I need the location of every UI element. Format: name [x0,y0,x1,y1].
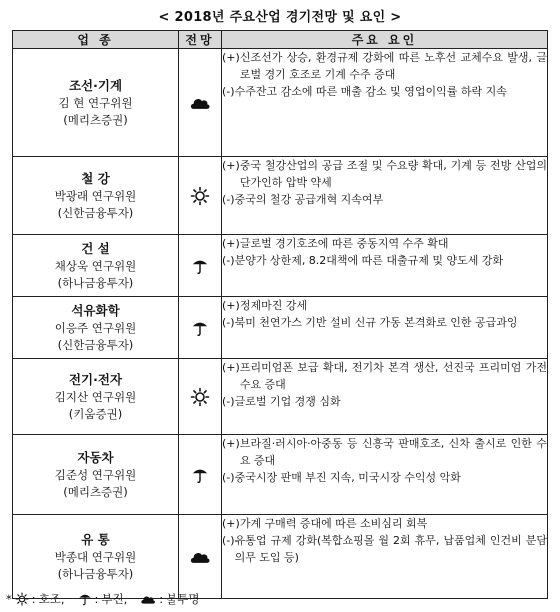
legend-sluggish-label: 부진, [101,592,128,606]
positive-factor [222,157,547,191]
positive-factor [222,359,547,393]
factor-sign: (-) [222,395,235,408]
outlook-cell [179,515,222,599]
cloud-icon [140,593,156,605]
industry-name: 유 통 [81,531,110,547]
legend-sep-2: : [94,592,99,606]
factors-cell [222,435,548,515]
industry-cell [13,49,179,157]
factor-text: 글로벌 기업 경쟁 심화 [234,395,341,408]
factors-cell [222,157,548,235]
table-row [13,235,548,297]
positive-factor [222,235,547,252]
negative-factor [222,532,547,566]
factor-sign: (+) [222,51,240,64]
factor-text: 중국의 철강 공급개혁 지속여부 [234,193,384,206]
legend-uncertain-label: 불투명 [166,592,200,606]
factor-text: 가계 구매력 증대에 따른 소비심리 회복 [239,517,428,530]
negative-factor [222,83,547,100]
factor-sign: (-) [222,193,235,206]
factor-sign: (-) [222,316,235,329]
sun-icon [179,186,221,206]
factors-cell [222,49,548,157]
umbrella-icon [179,466,221,484]
table-title: < 2018년 주요산업 경기전망 및 요인 > [158,10,402,25]
factor-sign: (+) [222,237,240,250]
factors-cell [222,297,548,359]
analyst-firm: (키움증권) [68,406,123,421]
factor-text: 북미 천연가스 기반 설비 신규 가동 본격화로 인한 공급과잉 [234,316,518,329]
factor-sign: (-) [222,471,235,484]
analyst-firm: (메리츠증권) [63,112,128,127]
legend-asterisk: * [6,592,12,606]
factor-text: 정제마진 강세 [239,299,308,312]
factor-text: 글로벌 경기호조에 따른 중동지역 수주 확대 [239,237,449,250]
negative-factor [222,393,547,410]
factor-text: 중국시장 판매 부진 지속, 미국시장 수익성 악화 [234,471,461,484]
factors-cell [222,235,548,297]
industry-cell [13,515,179,599]
positive-factor [222,435,547,469]
analyst-name: 김 현 연구위원 [58,95,133,110]
negative-factor [222,252,547,269]
industry-cell [13,157,179,235]
industry-cell [13,435,179,515]
analyst-firm: (신한금융투자) [57,337,134,352]
analyst-name: 김지산 연구위원 [54,389,137,404]
positive-factor [222,49,547,83]
header-row [13,31,548,49]
negative-factor [222,314,547,331]
legend-sep-3: : [159,592,164,606]
analyst-name: 채상욱 연구위원 [54,258,137,273]
factor-sign: (+) [222,159,240,172]
factor-text: 프리미엄폰 보급 확대, 전기차 본격 생산, 선진국 프리미엄 가전 수요 증대 [239,361,547,391]
factors-cell [222,515,548,599]
factor-text: 중국 철강산업의 공급 조절 및 수요량 확대, 기계 등 전방 산업의 단가인하 압박 약세 [239,159,547,189]
outlook-cell [179,157,222,235]
sun-icon [15,592,29,606]
analyst-name: 이응주 연구위원 [54,320,137,335]
umbrella-icon [179,257,221,275]
outlook-cell [179,359,222,435]
positive-factor [222,515,547,532]
industry-name: 건 설 [81,240,110,256]
factor-sign: (-) [222,254,235,267]
legend [6,591,199,607]
header-factors: 주요 요인 [222,31,548,49]
legend-good-label: 호조, [38,592,65,606]
factor-sign: (-) [222,534,235,547]
negative-factor [222,191,547,208]
analyst-name: 박종대 연구위원 [54,549,137,564]
analyst-name: 박광래 연구위원 [54,188,137,203]
industry-name: 자동차 [77,449,114,465]
outlook-cell [179,235,222,297]
header-outlook: 전망 [179,31,222,49]
legend-sep-1: : [31,592,36,606]
industry-cell [13,235,179,297]
factor-text: 신조선가 상승, 환경규제 강화에 따른 노후선 교체수요 발생, 글로벌 경기 호조로 기계 수주 증대 [239,51,547,81]
analyst-firm: (하나금융투자) [57,275,134,290]
factor-text: 분양가 상한제, 8.2대책에 따른 대출규제 및 양도세 강화 [234,254,504,267]
factor-sign: (+) [222,299,240,312]
cloud-icon [179,549,221,564]
factors-cell [222,359,548,435]
analyst-firm: (메리츠증권) [63,484,128,499]
industry-outlook-table [12,30,548,599]
table-row [13,359,548,435]
table-row [13,515,548,599]
negative-factor [222,469,547,486]
factor-sign: (-) [222,85,235,98]
umbrella-icon [78,592,92,606]
industry-name: 조선·기계 [68,77,123,93]
umbrella-icon [179,319,221,337]
analyst-firm: (하나금융투자) [57,566,134,581]
industry-name: 철 강 [81,170,110,186]
analyst-firm: (신한금융투자) [57,205,134,220]
industry-name: 전기·전자 [68,371,123,387]
table-row [13,157,548,235]
industry-cell [13,297,179,359]
header-industry: 업 종 [13,31,179,49]
outlook-cell [179,297,222,359]
outlook-cell [179,435,222,515]
factor-sign: (+) [222,437,240,450]
table-row [13,297,548,359]
industry-name: 석유화학 [71,302,120,318]
table-row [13,49,548,157]
factor-text: 유통업 규제 강화(복합쇼핑몰 월 2회 휴무, 납품업체 인건비 분담 의무 도입 등) [234,534,547,564]
factor-sign: (+) [222,517,240,530]
factor-sign: (+) [222,361,240,374]
factor-text: 브라질·러시아·아중동 등 신흥국 판매호조, 신차 출시로 인한 수요 증대 [239,437,547,467]
factor-text: 수주잔고 감소에 따른 매출 감소 및 영업이익률 하락 지속 [234,85,507,98]
positive-factor [222,297,547,314]
industry-cell [13,359,179,435]
cloud-icon [179,95,221,110]
sun-icon [179,387,221,407]
analyst-name: 김준성 연구위원 [54,467,137,482]
outlook-cell [179,49,222,157]
table-row [13,435,548,515]
